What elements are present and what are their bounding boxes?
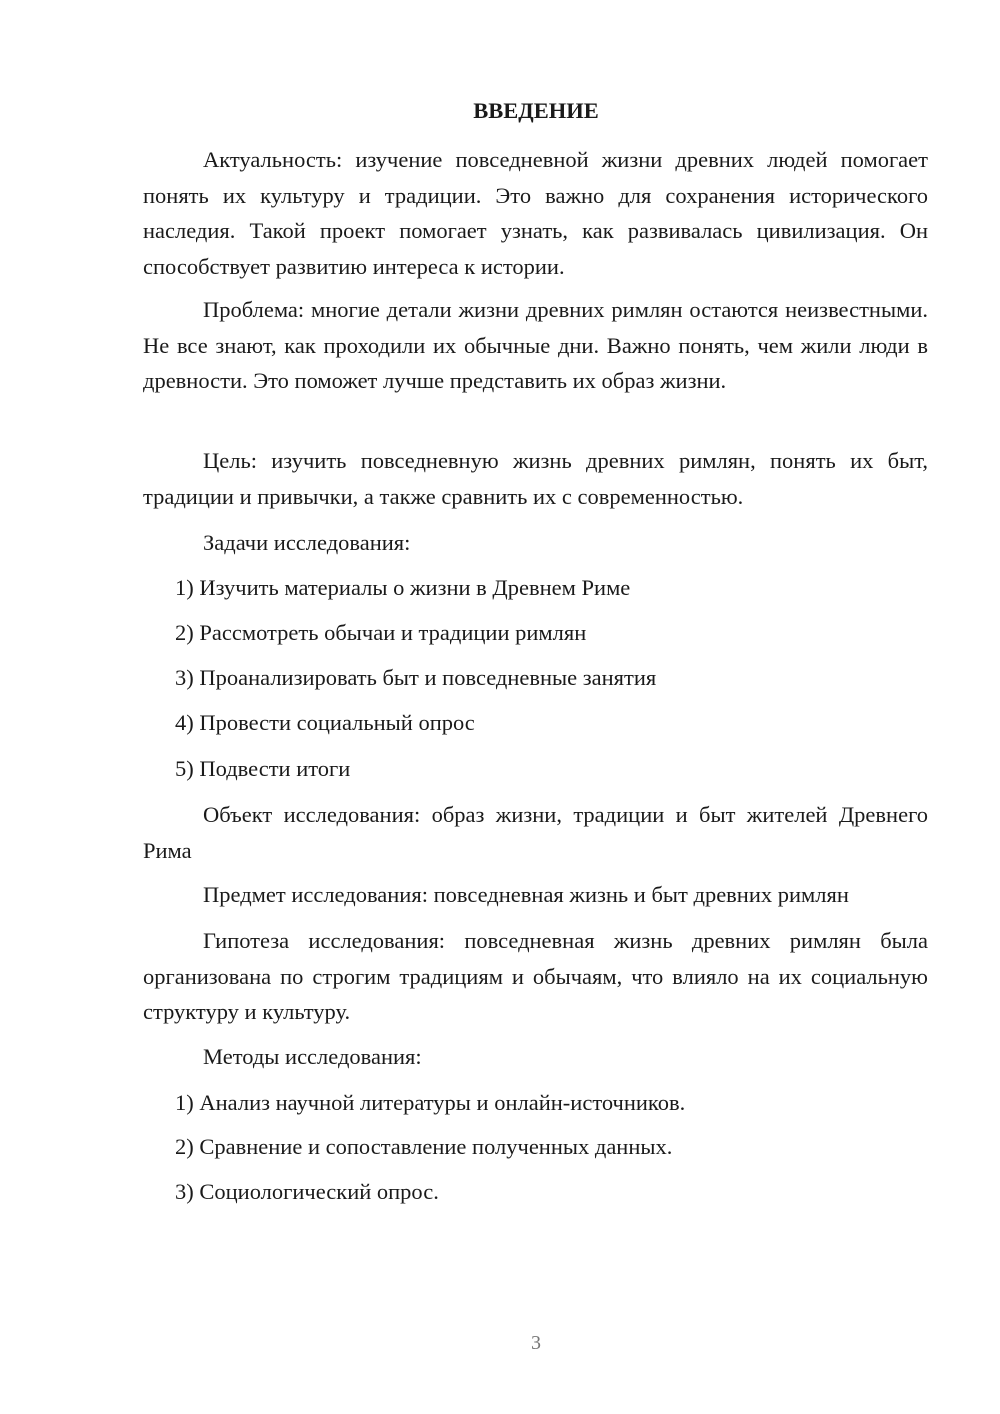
page-title: ВВЕДЕНИЕ xyxy=(473,98,599,123)
task-item: 2) Рассмотреть обычаи и традиции римлян xyxy=(175,620,587,645)
paragraph-problem: Проблема: многие детали жизни древних римлян остаются неизвестными. Не все знают, как проходили их обычные дни. Важно понять, чем жили люди в древности. Это поможет лучше представить их образ жизни. xyxy=(143,297,928,393)
paragraph-object: Объект исследования: образ жизни, традиции и быт жителей Древнего Рима xyxy=(143,802,928,863)
paragraph-goal: Цель: изучить повседневную жизнь древних римлян, понять их быт, традиции и привычки, а также сравнить их с современностью. xyxy=(143,448,928,509)
method-item: 1) Анализ научной литературы и онлайн-источников. xyxy=(175,1090,686,1115)
task-item: 3) Проанализировать быт и повседневные занятия xyxy=(175,665,657,690)
paragraph-hypothesis: Гипотеза исследования: повседневная жизнь древних римлян была организована по строгим традициям и обычаям, что влияло на их социальную структуру и культуру. xyxy=(143,928,928,1024)
method-item: 2) Сравнение и сопоставление полученных данных. xyxy=(175,1134,673,1159)
task-item: 4) Провести социальный опрос xyxy=(175,710,475,735)
task-item: 5) Подвести итоги xyxy=(175,756,351,781)
methods-heading: Методы исследования: xyxy=(203,1044,422,1069)
paragraph-subject: Предмет исследования: повседневная жизнь и быт древних римлян xyxy=(203,882,849,907)
page-number: 3 xyxy=(531,1332,541,1354)
tasks-heading: Задачи исследования: xyxy=(203,530,411,555)
paragraph-relevance: Актуальность: изучение повседневной жизни древних людей помогает понять их культуру и традиции. Это важно для сохранения исторического наследия. Такой проект помогает узнать, как развивалась цивилизация. Он способствует развитию интереса к истории. xyxy=(143,147,928,279)
task-item: 1) Изучить материалы о жизни в Древнем Риме xyxy=(175,575,631,600)
method-item: 3) Социологический опрос. xyxy=(175,1179,439,1204)
